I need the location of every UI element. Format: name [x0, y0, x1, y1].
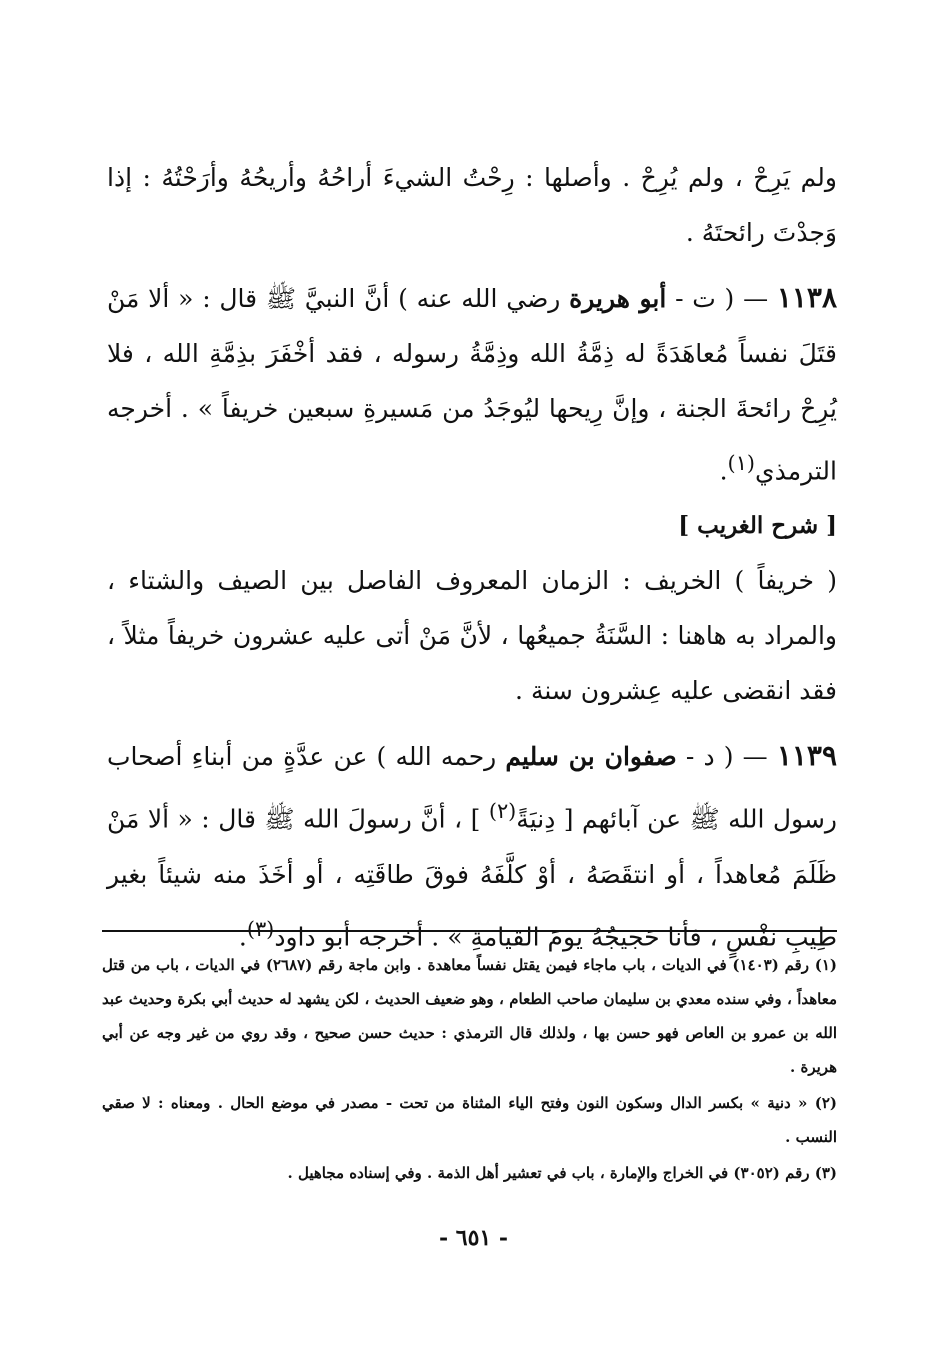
- footnote-ref-3: (٣): [246, 916, 275, 941]
- hadith-end: .: [719, 456, 728, 486]
- footnote-divider: [102, 930, 837, 932]
- intro-paragraph: [107, 150, 837, 260]
- hadith-text: رضي الله عنه ) أنَّ النبيَّ ﷺ قال : « ألا مَنْ قتَلَ نفساً مُعاهَدَةً له ذِمَّةُ الله وذِمَّةُ رسوله ، فقد أخْفَرَ بذِمَّةِ الله ، فلا يُرِحْ رائحةَ الجنة ، وإنَّ رِيحها ليُوجَدُ من مَسيرةِ سبعين خريفاً » . أخرجه الترمذي: [107, 284, 837, 486]
- intro-line-2: إذا وَجدْتَ رائحتَهُ .: [107, 163, 837, 247]
- narrator-name: أبو هريرة: [569, 284, 667, 313]
- hadith-1138: [107, 270, 837, 498]
- footnote-1: (١) رقم (١٤٠٣) في الديات ، باب ماجاء فيمن يقتل نفساً معاهدة . وابن ماجة رقم (٢٦٨٧) في الديات ، باب من قتل معاهداً ، وفي سنده معدي بن سليمان صاحب الطعام ، وهو ضعيف الحديث ، لكن يشهد له حديث أبي بكرة وحديث عبد الله بن عمرو بن العاص فهو حسن بها ، ولذلك قال الترمذي : حديث حسن صحيح ، وقد روي من غير وجه عن أبي هريرة .: [102, 956, 837, 1076]
- hadith-1139: [107, 728, 837, 964]
- footnote-ref-2: (٢): [488, 799, 517, 824]
- main-text: [107, 150, 837, 964]
- hadith-number: ١١٣٨: [776, 281, 837, 314]
- intro-line-1: ولم يَرِحْ ، ولم يُرِحْ . وأصلها : رِحْتُ الشيءَ أراحُهُ وأريحُهُ وأرَحْتُهُ :: [142, 163, 837, 192]
- footnote-3: (٣) رقم (٣٠٥٢) في الخراج والإمارة ، باب في تعشير أهل الذمة . وفي إسناده مجاهيل .: [287, 1164, 837, 1182]
- footnote-2: (٢) « دنية » بكسر الدال وسكون النون وفتح الياء المثناة من تحت - مصدر في موضع الحال . ومعناه : لا صقي النسب .: [102, 1094, 837, 1146]
- hadith-end: .: [238, 921, 247, 951]
- hadith-source-open: — ( د -: [676, 742, 768, 772]
- hadith-number: ١١٣٩: [776, 739, 837, 773]
- sharh-paragraph: [107, 553, 837, 718]
- hadith-text-b: ] ، أنَّ رسولَ الله ﷺ قال : « ألا مَنْ ظَلَمَ مُعاهداً ، أو انتقَصَهُ ، أوْ كلَّفَهُ فوقَ طاقَتِه ، أو أخَذَ منه شيئاً بغير طِيبِ نفْسٍ ، فأنا حَجيجُهُ يومَ القيامةِ » . أخرجه أبو داود: [107, 804, 837, 951]
- sharh-section: [107, 498, 837, 553]
- narrator-name: صفوان بن سليم: [505, 742, 677, 772]
- sharh-text: ( خريفاً ) الخريف : الزمان المعروف الفاصل بين الصيف والشتاء ، والمراد به هاهنا : السَّنَةُ جميعُها ، لأنَّ مَنْ أتى عليه عشرون خريفاً مثلاً ، فقد انقضى عليه عِشرون سنة .: [107, 566, 837, 706]
- section-heading: [ شرح الغريب ]: [678, 512, 837, 540]
- footnotes: [102, 948, 837, 1192]
- page-number: - ٦٥١ -: [438, 1225, 509, 1251]
- hadith-text-a: رحمه الله ) عن عدَّةٍ من أبناءِ أصحاب رسول الله ﷺ عن آبائهم [ دِنيَةً: [107, 742, 837, 834]
- footnote-ref-1: (١): [727, 451, 756, 475]
- hadith-source-open: — ( ت -: [666, 284, 769, 313]
